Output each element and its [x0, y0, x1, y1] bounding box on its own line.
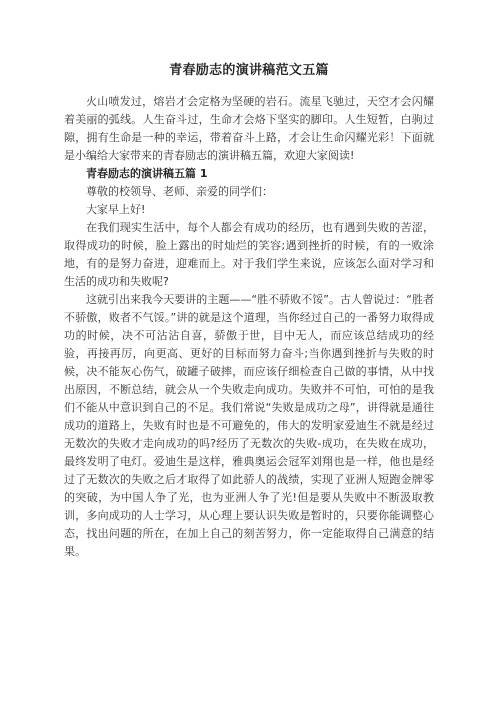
section-heading: 青春励志的演讲稿五篇 1	[86, 167, 208, 180]
body-paragraph: 在我们现实生活中，每个人都会有成功的经历，也有遇到失败的苦涩，取得成功的时候，脸上露出的时灿烂的笑容;遇到挫折的时候，有的一败涂地，有的是努力奋进，迎难而上。对于我们学生来说，应该怎么面对学习和生活的成功和失败呢?	[64, 221, 434, 288]
salutation-line: 大家早上好!	[86, 203, 146, 216]
body-paragraph: 这就引出来我今天要讲的主题——“胜不骄败不馁”。古人曾说过：“胜者不骄傲，败者不气馁。”讲的就是这个道理，当你经过自己的一番努力取得成功的时候，决不可沾沾自喜，骄傲于世，目中无人，而应该总结成功的经验，再接再厉，向更高、更好的目标而努力奋斗;当你遇到挫折与失败的时候，决不能灰心伤气，破罐子破摔，而应该仔细检查自己做的事情，从中找出原因，不断总结，就会从一个失败走向成功。失败并不可怕，可怕的是我们不能从中意识到自己的不足。我们常说“失败是成功之母”，讲得就是通往成功的道路上，失败有时也是不可避免的，伟大的发明家爱迪生不就是经过无数次的失败才走向成功的吗?经历了无数次的失败-成功，在失败在成功，最终发明了电灯。爱迪生是这样，雅典奥运会冠军刘翔也是一样，他也是经过了无数次的失败之后才取得了如此骄人的战绩，实现了亚洲人短跑金牌零的突破，为中国人争了光，也为亚洲人争了光!但是要从失败中不断汲取教训，多向成功的人士学习，从心理上要认识失败是暂时的，只要你能调整心态，找出问题的所在，在加上自己的刻苦努力，你一定能取得自己满意的结果。	[64, 293, 434, 558]
greeting-line: 尊敬的校领导、老师、亲爱的同学们：	[86, 185, 273, 198]
document-title: 青春励志的演讲稿范文五篇	[169, 63, 329, 78]
intro-paragraph: 火山喷发过，熔岩才会定格为坚硬的岩石。流星飞驰过，天空才会闪耀着美丽的弧线。人生奋斗过，生命才会烙下坚实的脚印。人生短暂，白驹过隙，拥有生命是一种的幸运，带着奋斗上路，才会让生命闪耀光彩！下面就是小编给大家带来的青春励志的演讲稿五篇，欢迎大家阅读!	[64, 95, 434, 162]
